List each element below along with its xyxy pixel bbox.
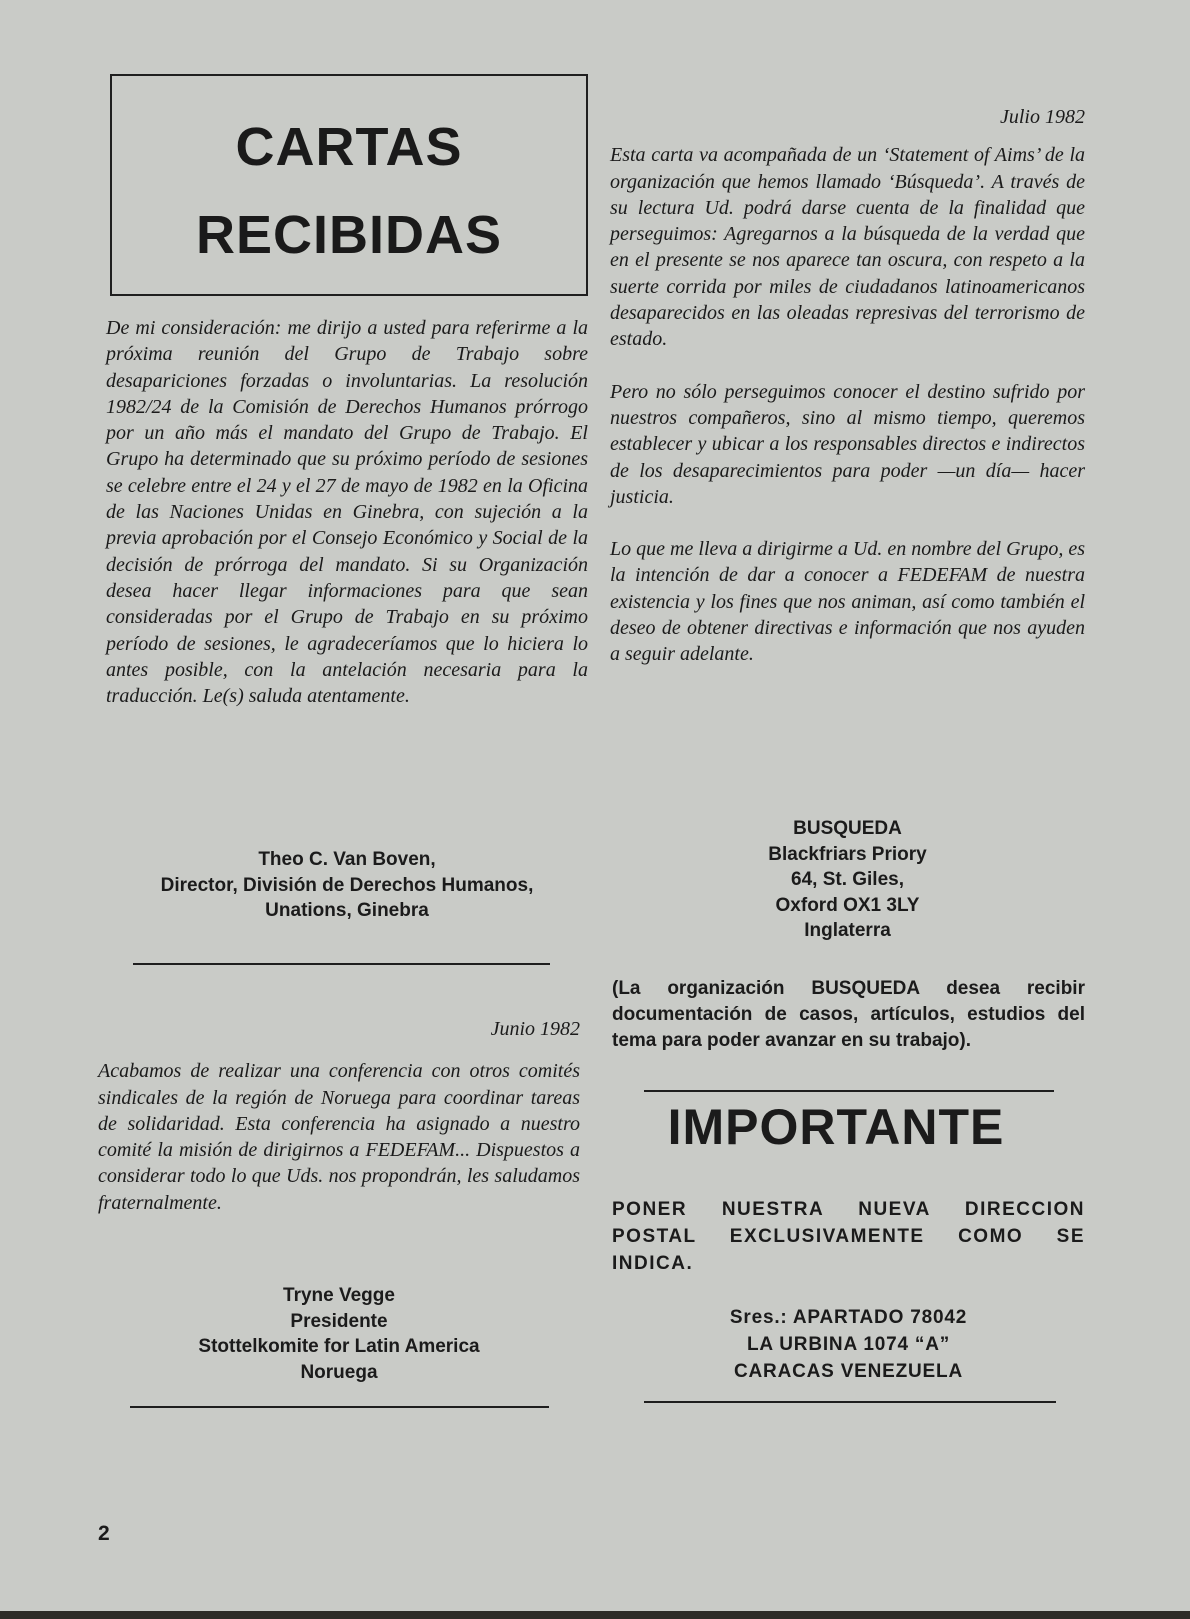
letter-2-body: Acabamos de realizar una conferencia con otros comités sindicales de la región de Noruega para coordinar tareas de solidaridad. Esta conferencia ha asignado a nuestro comité la misión de dirigirnos a FEDEFAM... Dispuestos a considerar todo lo que Uds. nos propondrán, les saludamos fraternalmente. — [98, 1060, 580, 1214]
letter-3-paragraph: Esta carta va acompañada de un ‘Statement of Aims’ de la organización que hemos llamado ‘Búsqueda’. A través de su lectura Ud. podrá darse cuenta de la finalidad que perseguimos: Agregarnos a la búsqueda de la verdad que en el presente se nos aparece tan oscura, con respeto a la suerte corrida por miles de ciudadanos latinoamericanos desaparecidos en las oleadas represivas del terrorismo de estado. — [610, 144, 1085, 351]
letter-3 — [610, 104, 1085, 668]
letter-1-body: De mi consideración: me dirijo a usted para referirme a la próxima reunión del Grupo de Trabajo sobre desapariciones forzadas o involuntarias. La resolución 1982/24 de la Comisión de Derechos Humanos prórrogo por un año más el mandato del Grupo de Trabajo. El Grupo ha determinado que su próximo período de sesiones se celebre entre el 24 y el 27 de mayo de 1982 en la Oficina de las Naciones Unidas en Ginebra, con sujeción a la previa aprobación por el Consejo Económico y Social de la decisión de prórroga del mandato. Si su Organización desea hacer llegar informaciones para que sean consideradas por el Grupo de Trabajo en su próximo período de sesiones, le agradeceríamos que lo hiciera lo antes posible, con la antelación necesaria para la traducción. Le(s) saluda atentamente. — [106, 317, 588, 708]
letter-2-date: Junio 1982 — [490, 1018, 580, 1040]
address-line: Oxford OX1 3LY — [775, 894, 920, 916]
letter-1-signature — [106, 847, 588, 924]
notice-address — [612, 1304, 1085, 1385]
divider — [644, 1090, 1054, 1092]
address-line: 64, St. Giles, — [791, 869, 904, 890]
divider — [130, 1406, 549, 1408]
letter-2-signature — [98, 1283, 580, 1385]
signature-place: Noruega — [300, 1361, 378, 1383]
signature-name: Tryne Vegge — [283, 1285, 395, 1306]
notice-address-line: CARACAS VENEZUELA — [734, 1361, 963, 1382]
letter-3-date: Julio 1982 — [1000, 106, 1085, 128]
address-line: Blackfriars Priory — [768, 843, 927, 865]
letter-3-note — [612, 976, 1085, 1054]
letter-3-address — [610, 816, 1085, 944]
signature-place: Unations, Ginebra — [265, 900, 429, 921]
notice-address-line: Sres.: APARTADO 78042 — [729, 1307, 968, 1328]
note-text: (La organización BUSQUEDA desea recibir documentación de casos, artículos, estudios del tema para poder avanzar en su trabajo). — [612, 978, 1085, 1051]
letter-3-paragraph: Lo que me lleva a dirigirme a Ud. en nombre del Grupo, es la intención de dar a conocer a FEDEFAM de nuestra existencia y los fines que nos animan, así como también el deseo de obtener directivas e información que nos ayuden a seguir adelante. — [610, 538, 1085, 666]
address-line: BUSQUEDA — [793, 818, 902, 839]
notice — [612, 1196, 1085, 1277]
section-title-line-1: CARTAS — [235, 117, 463, 177]
section-title-box — [110, 74, 588, 296]
section-title-line-2: RECIBIDAS — [195, 205, 503, 265]
letter-1 — [106, 315, 588, 709]
signature-name: Theo C. Van Boven, — [258, 849, 436, 870]
letter-2 — [98, 1016, 580, 1216]
divider — [644, 1401, 1056, 1403]
address-line: Inglaterra — [804, 920, 891, 941]
page-edge — [0, 1611, 1190, 1619]
notice-address-line: LA URBINA 1074 “A” — [746, 1334, 951, 1355]
signature-title: Director, División de Derechos Humanos, — [160, 874, 534, 896]
page-number: 2 — [98, 1522, 110, 1545]
signature-title: Presidente — [290, 1310, 388, 1332]
letter-3-paragraph: Pero no sólo perseguimos conocer el destino sufrido por nuestros compañeros, sino al mismo tiempo, queremos establecer y ubicar a los responsables directos e indirectos de los desaparecimientos para poder —un día— hacer justicia. — [610, 380, 1085, 508]
notice-heading: IMPORTANTE — [667, 1099, 1005, 1155]
signature-organization: Stottelkomite for Latin America — [198, 1336, 480, 1357]
notice-text: PONER NUESTRA NUEVA DIRECCION POSTAL EXCLUSIVAMENTE COMO SE INDICA. — [612, 1199, 1085, 1274]
divider — [133, 963, 550, 965]
